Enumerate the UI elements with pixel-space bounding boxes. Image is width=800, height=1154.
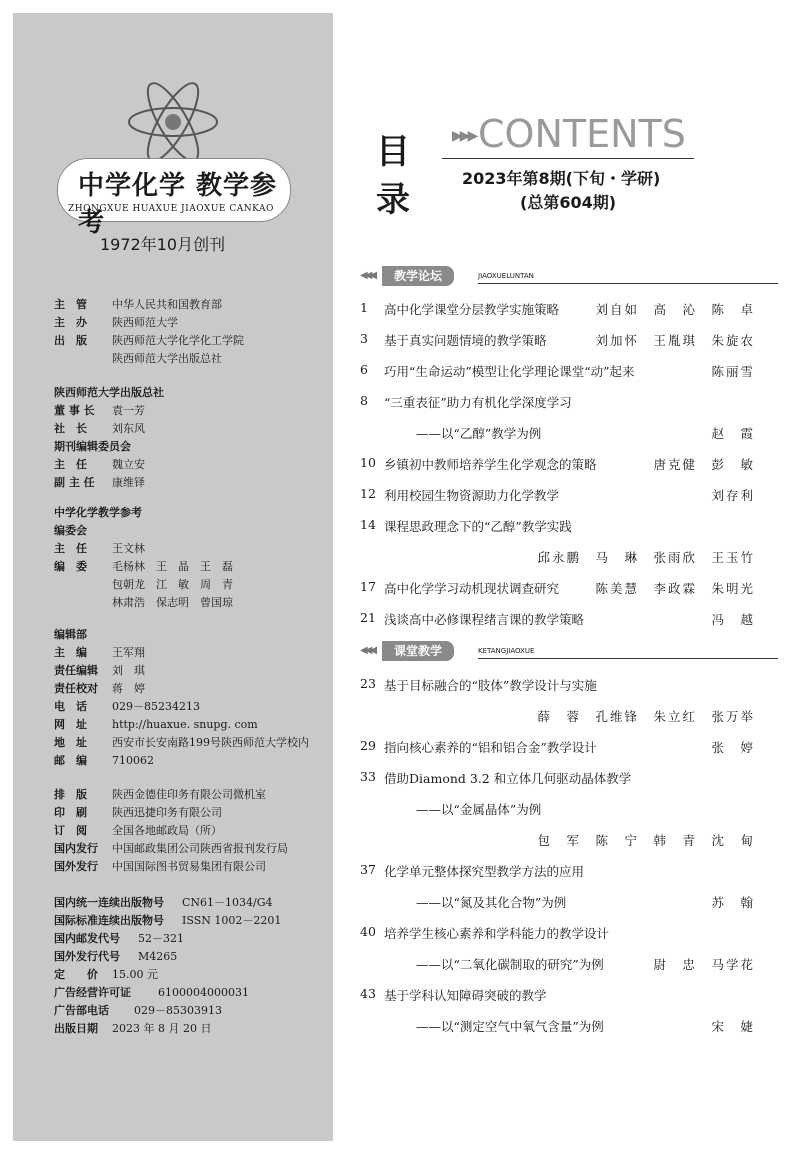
- section-header-jiaoxue-luntan: [360, 266, 780, 286]
- registration-info: [54, 894, 281, 1038]
- toc-title: 基于目标融合的“肢体”教学设计与实施: [384, 678, 597, 693]
- info-label: 国外发行代号: [54, 950, 120, 963]
- toc-entry[interactable]: [360, 831, 755, 853]
- section-pinyin: JIAOXUELUNTAN: [478, 272, 534, 280]
- info-label: 国际标准连续出版物号: [54, 914, 164, 927]
- toc-title: 借助Diamond 3.2 和立体几何驱动晶体教学: [384, 771, 632, 786]
- toc-authors: 尉 忠 马学花: [653, 957, 755, 972]
- info-label: 责任编辑: [54, 664, 98, 677]
- info-value: 袁一芳: [112, 404, 145, 417]
- info-label: 主 编: [54, 646, 87, 659]
- info-value: CN61－1034/G4: [182, 896, 273, 909]
- info-row: [54, 822, 288, 840]
- info-row: [54, 540, 233, 558]
- info-value: 6100004000031: [158, 986, 249, 999]
- toc-page: 3: [360, 331, 368, 346]
- toc-entry[interactable]: [360, 738, 755, 760]
- info-value: 029－85303913: [134, 1004, 222, 1017]
- info-row: [54, 420, 164, 438]
- mulu-char-1: 目: [376, 132, 410, 172]
- toc-entry[interactable]: [360, 362, 755, 384]
- info-row: [54, 644, 309, 662]
- toc-title: 基于真实问题情境的教学策略: [384, 333, 547, 348]
- toc-entry[interactable]: [360, 769, 755, 791]
- info-label: 副 主 任: [54, 476, 95, 489]
- section-tag: 教学论坛: [382, 266, 454, 286]
- toc-entry[interactable]: [360, 393, 755, 415]
- toc-authors: 冯 越: [711, 612, 755, 627]
- info-value: http://huaxue. snupg. com: [112, 718, 258, 731]
- toc-title: 巧用“生命运动”模型让化学理论课堂“动”起来: [384, 364, 635, 379]
- toc-entry[interactable]: [360, 955, 755, 977]
- info-label: 主 办: [54, 316, 87, 329]
- info-label: 国内邮发代号: [54, 932, 120, 945]
- info-value: 15.00 元: [112, 968, 158, 981]
- toc-authors: 邱永鹏 马 琳 张雨欣 王玉竹: [537, 550, 755, 565]
- toc-authors: 张 婷: [711, 740, 755, 755]
- toc-page: 37: [360, 862, 376, 877]
- divider: [478, 283, 778, 284]
- toc-title: 课程思政理念下的“乙醇”教学实践: [384, 519, 572, 534]
- section-tag: 课堂教学: [382, 641, 454, 661]
- info-label: 国内发行: [54, 842, 98, 855]
- info-label: 网 址: [54, 718, 87, 731]
- toc-title: 化学单元整体探究型教学方法的应用: [384, 864, 585, 879]
- toc-entry[interactable]: [360, 331, 755, 353]
- logo-title: 中学化学 教学参考: [78, 171, 278, 238]
- toc-page: 40: [360, 924, 376, 939]
- group-title: 编委会: [54, 524, 87, 537]
- info-row: [54, 698, 309, 716]
- info-row: [54, 930, 281, 948]
- info-value: 刘东风: [112, 422, 145, 435]
- info-value: 中华人民共和国教育部: [112, 298, 222, 311]
- info-value: 陕西师范大学出版总社: [112, 352, 222, 365]
- toc-authors: 刘存利: [711, 488, 755, 503]
- info-row: [54, 840, 288, 858]
- info-label: 董 事 长: [54, 404, 95, 417]
- info-value: 王文林: [112, 542, 145, 555]
- toc-entry[interactable]: [360, 862, 755, 884]
- toc-title: “三重表征”助力有机化学深度学习: [384, 395, 572, 410]
- toc-entry[interactable]: [360, 548, 755, 570]
- issue-total: (总第604期): [520, 193, 617, 212]
- toc-authors: 薛 蓉 孔维锋 朱立红 张万举: [537, 709, 755, 724]
- info-label: 社 长: [54, 422, 87, 435]
- info-row: [54, 1002, 281, 1020]
- toc-authors: 刘自如 高 沁 陈 卓: [595, 302, 755, 317]
- toc-entry[interactable]: [360, 924, 755, 946]
- info-value: 52－321: [138, 932, 184, 945]
- info-row: [54, 894, 281, 912]
- toc-entry[interactable]: [360, 893, 755, 915]
- toc-authors: 包 军 陈 宁 韩 青 沈 甸: [537, 833, 755, 848]
- info-value: 陕西迅捷印务有限公司: [112, 806, 222, 819]
- info-value: 2023 年 8 月 20 日: [112, 1022, 212, 1035]
- toc-entry[interactable]: [360, 1017, 755, 1039]
- info-row: [54, 716, 309, 734]
- info-value: 包朝龙 江 敏 周 青: [112, 578, 233, 591]
- divider: [478, 658, 778, 659]
- info-row: [54, 948, 281, 966]
- press-info: [54, 384, 164, 492]
- info-row: [54, 402, 164, 420]
- info-label: 责任校对: [54, 682, 98, 695]
- info-row: [54, 858, 288, 876]
- toc-authors: 陈丽雪: [711, 364, 755, 379]
- info-value: 魏立安: [112, 458, 145, 471]
- info-row: [54, 984, 281, 1002]
- toc-page: 10: [360, 455, 376, 470]
- info-row: [54, 966, 281, 984]
- toc-entry[interactable]: [360, 486, 755, 508]
- toc-title: 培养学生核心素养和学科能力的教学设计: [384, 926, 610, 941]
- toc-entry[interactable]: [360, 517, 755, 539]
- info-label: 主 任: [54, 458, 87, 471]
- toc-title: 基于学科认知障碍突破的教学: [384, 988, 547, 1003]
- toc-entry[interactable]: [360, 676, 755, 698]
- toc-entry[interactable]: [360, 610, 755, 632]
- toc-entry[interactable]: [360, 707, 755, 729]
- contents-title: CONTENTS: [478, 112, 686, 156]
- info-value: 蒋 婷: [112, 682, 145, 695]
- info-row: [54, 332, 244, 350]
- publisher-info: [54, 296, 244, 368]
- toc-title: 乡镇初中教师培养学生化学观念的策略: [384, 457, 597, 472]
- toc-title: 浅谈高中必修课程绪言课的教学策略: [384, 612, 585, 627]
- info-row: [54, 912, 281, 930]
- info-label: 出版日期: [54, 1022, 98, 1035]
- atom-logo-icon: [126, 80, 220, 164]
- info-label: 电 话: [54, 700, 87, 713]
- info-row: [54, 786, 288, 804]
- toc-title: 高中化学课堂分层教学实施策略: [384, 302, 560, 317]
- info-row: [54, 662, 309, 680]
- info-value: 陕西师范大学化学化工学院: [112, 334, 244, 347]
- info-row: [54, 456, 164, 474]
- mulu-char-2: 录: [376, 180, 410, 220]
- toc-authors: 唐克健 彭 敏: [653, 457, 755, 472]
- info-row: [54, 314, 244, 332]
- toc-title: ——以“二氧化碳制取的研究”为例: [416, 957, 604, 972]
- group-title: 陕西师范大学出版总社: [54, 386, 164, 399]
- group-title: 中学化学教学参考: [54, 506, 142, 519]
- info-value: 毛杨林 王 晶 王 磊: [112, 560, 233, 573]
- info-value: 029－85234213: [112, 700, 200, 713]
- toc-page: 33: [360, 769, 376, 784]
- toc-page: 23: [360, 676, 376, 691]
- info-row: [54, 558, 233, 576]
- info-label: 印 刷: [54, 806, 87, 819]
- arrows-icon: ▶▶▶: [452, 128, 476, 144]
- section-pinyin: KETANGJIAOXUE: [478, 647, 535, 655]
- info-label: 排 版: [54, 788, 87, 801]
- info-label: 主 管: [54, 298, 87, 311]
- toc-title: 利用校园生物资源助力化学教学: [384, 488, 560, 503]
- info-value: 王军翔: [112, 646, 145, 659]
- info-label: 订 阅: [54, 824, 87, 837]
- issue-info: 2023年第8期(下旬・学研): [462, 169, 661, 188]
- toc-title: ——以“乙醇”教学为例: [416, 426, 542, 441]
- info-value: 康维铎: [112, 476, 145, 489]
- info-label: 定 价: [54, 968, 98, 981]
- info-row: [54, 734, 309, 752]
- section-header-ketang-jiaoxue: [360, 641, 780, 661]
- journal-logo: [57, 158, 291, 238]
- group-title: 期刊编辑委员会: [54, 440, 131, 453]
- info-label: 国外发行: [54, 860, 98, 873]
- info-value: 刘 琪: [112, 664, 145, 677]
- info-label: 邮 编: [54, 754, 87, 767]
- toc-authors: 苏 翰: [711, 895, 755, 910]
- toc-page: 8: [360, 393, 368, 408]
- info-row: [54, 680, 309, 698]
- info-value: 710062: [112, 754, 154, 767]
- toc-title: ——以“测定空气中氧气含量”为例: [416, 1019, 604, 1034]
- toc-entry[interactable]: [360, 300, 755, 322]
- info-row: [54, 752, 309, 770]
- info-row: [54, 296, 244, 314]
- toc-page: 1: [360, 300, 368, 315]
- toc-authors: 赵 霞: [711, 426, 755, 441]
- group-title: 编辑部: [54, 628, 87, 641]
- info-label: 编 委: [54, 560, 87, 573]
- toc-page: 6: [360, 362, 368, 377]
- info-label: 广告经营许可证: [54, 986, 131, 999]
- info-row: [54, 804, 288, 822]
- info-value: 陕西师范大学: [112, 316, 178, 329]
- toc-page: 29: [360, 738, 376, 753]
- toc-authors: 宋 婕: [711, 1019, 755, 1034]
- info-value: ISSN 1002－2201: [182, 914, 282, 927]
- info-value: 西安市长安南路199号陕西师范大学校内: [112, 736, 309, 749]
- info-value: 陕西金德佳印务有限公司微机室: [112, 788, 266, 801]
- logo-subtitle: ZHONGXUE HUAXUE JIAOXUE CANKAO: [68, 204, 274, 214]
- info-label: 广告部电话: [54, 1004, 109, 1017]
- toc-page: 21: [360, 610, 376, 625]
- toc-page: 14: [360, 517, 376, 532]
- info-value: M4265: [138, 950, 178, 963]
- triangle-icon: ◀◀◀: [360, 270, 375, 281]
- toc-entry[interactable]: [360, 424, 755, 446]
- toc-entry[interactable]: [360, 800, 755, 822]
- triangle-icon: ◀◀◀: [360, 645, 375, 656]
- founded-date: 1972年10月创刊: [100, 235, 226, 254]
- info-value: 中国国际图书贸易集团有限公司: [112, 860, 266, 873]
- info-row: [54, 1020, 281, 1038]
- info-label: 地 址: [54, 736, 87, 749]
- toc-title: ——以“氮及其化合物”为例: [416, 895, 567, 910]
- info-label: 出 版: [54, 334, 87, 347]
- production-info: [54, 786, 288, 876]
- toc-title: 指向核心素养的“铝和铝合金”教学设计: [384, 740, 597, 755]
- toc-entry[interactable]: [360, 579, 755, 601]
- toc-entry[interactable]: [360, 455, 755, 477]
- toc-authors: 刘加怀 王胤琪 朱旋农: [595, 333, 755, 348]
- toc-authors: 陈美慧 李政霖 朱明光: [595, 581, 755, 596]
- info-value: 中国邮政集团公司陕西省报刊发行局: [112, 842, 288, 855]
- info-label: 国内统一连续出版物号: [54, 896, 164, 909]
- toc-title: ——以“金属晶体”为例: [416, 802, 542, 817]
- toc-entry[interactable]: [360, 986, 755, 1008]
- info-label: 主 任: [54, 542, 87, 555]
- toc-page: 17: [360, 579, 376, 594]
- toc-page: 12: [360, 486, 376, 501]
- info-value: 林肃浩 保志明 曾国琼: [112, 596, 233, 609]
- toc-page: 43: [360, 986, 376, 1001]
- board-info: [54, 504, 233, 612]
- divider: [442, 158, 694, 159]
- info-row: [54, 474, 164, 492]
- info-value: 全国各地邮政局（所）: [112, 824, 222, 837]
- dept-info: [54, 626, 309, 770]
- toc-title: 高中化学学习动机现状调查研究: [384, 581, 560, 596]
